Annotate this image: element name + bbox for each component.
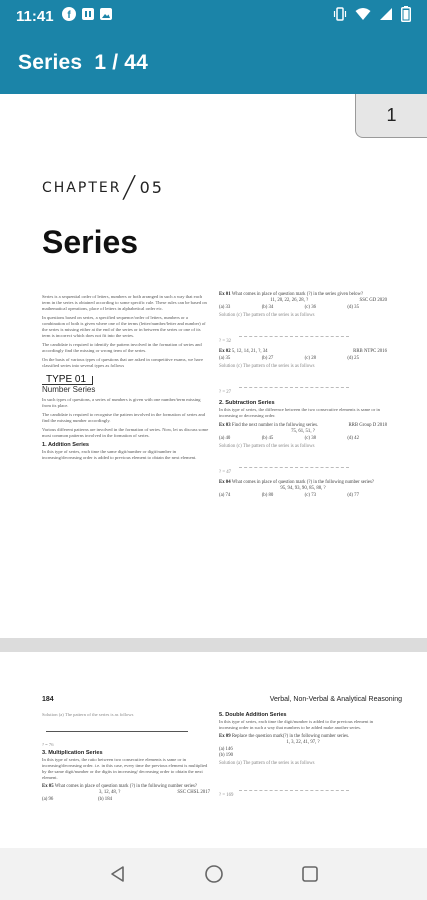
sub-paragraph: In this type of series, the ratio between two consecutive elements is same or in increasing/decreasing order. i.e. in this case, every time the previous element is multiplied by the same digit/number or the digits in increasing/ decreasing order to obtain the next element. — [42, 757, 208, 780]
example-label: Ex 02 — [219, 349, 231, 354]
sub-paragraph: In this type of series, the difference between the two consecutive elements is same or in increasing or decreasing order. — [219, 407, 380, 418]
option: (a) 96 — [42, 797, 54, 802]
pdf-viewer[interactable] — [0, 94, 427, 848]
example-question: Replace the question mark(?) in the following number series. — [231, 734, 350, 739]
home-icon — [204, 864, 224, 884]
chapter-label — [42, 170, 164, 205]
example-label: Ex 03 — [219, 423, 231, 428]
option: (c) 38 — [304, 436, 316, 441]
app-bar — [0, 32, 427, 94]
number-line-diagram — [42, 721, 192, 739]
recents-icon — [301, 865, 319, 883]
example-answer: ? = 32 — [219, 339, 232, 344]
option: (a) 35 — [219, 356, 231, 361]
example-options — [219, 436, 359, 442]
example-answer: ? = 169 — [219, 793, 234, 798]
option: (d) 42 — [347, 436, 359, 441]
option: (b) 184 — [98, 797, 112, 802]
example-options — [219, 305, 359, 311]
f-app-icon — [62, 7, 76, 26]
option: (c) 36 — [304, 305, 316, 310]
pattern-diagram — [239, 452, 349, 468]
option: (b) 80 — [261, 493, 274, 498]
status-time: 11:41 — [16, 7, 54, 25]
chapter-word: CHAPTER — [42, 179, 122, 196]
example-sequence: 3, 12, 48, ? — [99, 790, 121, 795]
example-04 — [219, 480, 387, 499]
example-label: Ex 04 — [219, 480, 231, 485]
example-options — [42, 797, 112, 803]
example-solution: Solution (c) The pattern of the series is as follows — [219, 364, 315, 369]
example-options — [219, 747, 259, 759]
home-button[interactable] — [202, 862, 226, 886]
sub-heading: 1. Addition Series — [42, 442, 90, 448]
example-label: Ex 01 — [219, 292, 231, 297]
pause-icon — [82, 7, 94, 25]
intro-paragraph: In questions based on series, a specified sequence/order of letters, numbers or a combination of both is given where one of the terms (letter/number/letter and number) of the series is missing either at the end of the series or in between the series or one of its term is incorrect which does not fit into the series. — [42, 315, 206, 338]
system-nav-bar — [0, 848, 427, 900]
example-09 — [219, 734, 387, 799]
vibrate-icon — [333, 7, 347, 26]
example-solution: Solution (a) The pattern of the series is as follows — [42, 712, 134, 717]
example-sequence: 5, 12, 14, 21, ?, 34 — [231, 349, 268, 354]
option: (d) 77 — [347, 493, 359, 498]
chapter-number: 05 — [139, 178, 164, 197]
example-source: RRB Group D 2018 — [348, 423, 387, 428]
option: (a) 40 — [219, 436, 231, 441]
example-source: SSC CHSL 2017 — [177, 790, 210, 795]
option: (d) 25 — [347, 356, 359, 361]
option: (b) 34 — [261, 305, 274, 310]
sub-paragraph: In this type of series, each time the same digit/number or digit/number in increasing/decreasing order is added to previous element to obtain the next element. — [42, 449, 197, 460]
option: (d) 35 — [347, 305, 359, 310]
example-01 — [219, 292, 387, 345]
pattern-diagram — [239, 372, 349, 388]
example-solution: Solution (a) The pattern of the series is as follows — [219, 761, 315, 766]
intro-paragraph: The candidate is required to identify the pattern involved in the formation of series and accordingly find the missing or wrong term of the series. — [42, 342, 202, 353]
option: (b) 27 — [261, 356, 274, 361]
option: (c) 73 — [304, 493, 316, 498]
left-column — [42, 294, 210, 464]
example-answer: ? = 27 — [219, 390, 232, 395]
intro-paragraph: On the basis of various types of questions that are asked in competitive exams, we have classified series into several types as follows — [42, 357, 203, 368]
back-icon — [109, 865, 127, 883]
sub-paragraph: In this type of series, each time the digit/number is added to the previous element in increasing order in such a way that numbers to be added make another series. — [219, 719, 374, 730]
example-source: SSC GD 2020 — [359, 298, 387, 303]
example-05 — [42, 784, 210, 803]
option: (a) 146 — [219, 747, 233, 752]
type-paragraph: The candidate is required to recognise the pattern involved in the formation of series and find the missing number accordingly. — [42, 412, 206, 423]
status-bar — [0, 0, 427, 32]
example-options — [219, 493, 359, 499]
example-answer: ? = 47 — [219, 470, 232, 475]
option: (b) 190 — [219, 753, 233, 758]
example-question: What comes in place of question mark (?) in the following number series? — [54, 784, 197, 789]
right-column — [219, 710, 387, 799]
type-paragraph: Various different patterns are involved in the formation of series. Now, let us discuss some most common patterns involved in the formation of series. — [42, 427, 209, 438]
battery-icon — [401, 6, 411, 27]
type-title: Number Series — [42, 385, 96, 394]
example-answer: ? = 76 — [42, 742, 54, 747]
sub-heading: 5. Double Addition Series — [219, 712, 287, 718]
example-source: RRB NTPC 2016 — [353, 349, 387, 354]
left-column — [42, 712, 210, 805]
page-header — [42, 696, 402, 703]
option: (a) 33 — [219, 305, 231, 310]
type-paragraph: In such types of questions, a series of numbers is given with one number/term missing from its place. — [42, 397, 201, 408]
example-question: What comes in place of question mark (?) in the following number series? — [231, 480, 374, 485]
signal-icon — [379, 7, 393, 26]
right-column — [219, 292, 387, 501]
intro-paragraph: Series is a sequential order of letters, numbers or both arranged in such a way that each term in the series is obtained according to some specific rule. These rules can be based on mathematical operations, place of letters in alphabetical order etc. — [42, 294, 207, 311]
example-sequence: 75, 61, 51, ? — [291, 429, 315, 434]
example-02 — [219, 349, 387, 396]
svg-text:f: f — [66, 9, 71, 21]
recents-button[interactable] — [298, 862, 322, 886]
document-title: Series 1 / 44 — [18, 51, 149, 74]
option: (b) 45 — [261, 436, 274, 441]
example-sequence: 11, 20, 22, 26, 28, ? — [270, 298, 309, 303]
page-number-badge[interactable]: 1 — [355, 94, 427, 138]
sub-heading: 3. Multiplication Series — [42, 750, 103, 756]
pattern-diagram — [239, 321, 349, 337]
example-question: Find the next number in the following series. — [231, 423, 319, 428]
back-button[interactable] — [106, 862, 130, 886]
example-sequence: 95, 94, 93, 90, 85, 88, ? — [280, 486, 326, 491]
example-options — [219, 356, 359, 362]
chapter-heading: Series — [42, 224, 139, 260]
wifi-icon — [355, 7, 371, 26]
option: (a) 74 — [219, 493, 231, 498]
example-solution: Solution (c) The pattern of the series is as follows — [219, 313, 315, 318]
pattern-diagram — [239, 769, 349, 791]
pdf-page-1 — [0, 94, 427, 638]
example-03 — [219, 423, 387, 476]
option: (c) 28 — [304, 356, 316, 361]
type-label: TYPE 01 — [42, 376, 93, 385]
photo-icon — [100, 7, 112, 25]
page-number: 184 — [42, 696, 54, 703]
example-label: Ex 09 — [219, 734, 231, 739]
sub-heading: 2. Subtraction Series — [219, 400, 275, 406]
book-title: Verbal, Non-Verbal & Analytical Reasoning — [269, 696, 402, 703]
example-question: What comes in place of question mark (?) in the series given below? — [231, 292, 364, 297]
example-sequence: 1, 3, 22, 41, 97, ? — [286, 740, 320, 745]
example-label: Ex 05 — [42, 784, 54, 789]
chapter-slash-decoration: / — [121, 170, 140, 205]
example-solution: Solution (c) The pattern of the series is as follows — [219, 444, 315, 449]
pdf-page-2 — [0, 652, 427, 848]
